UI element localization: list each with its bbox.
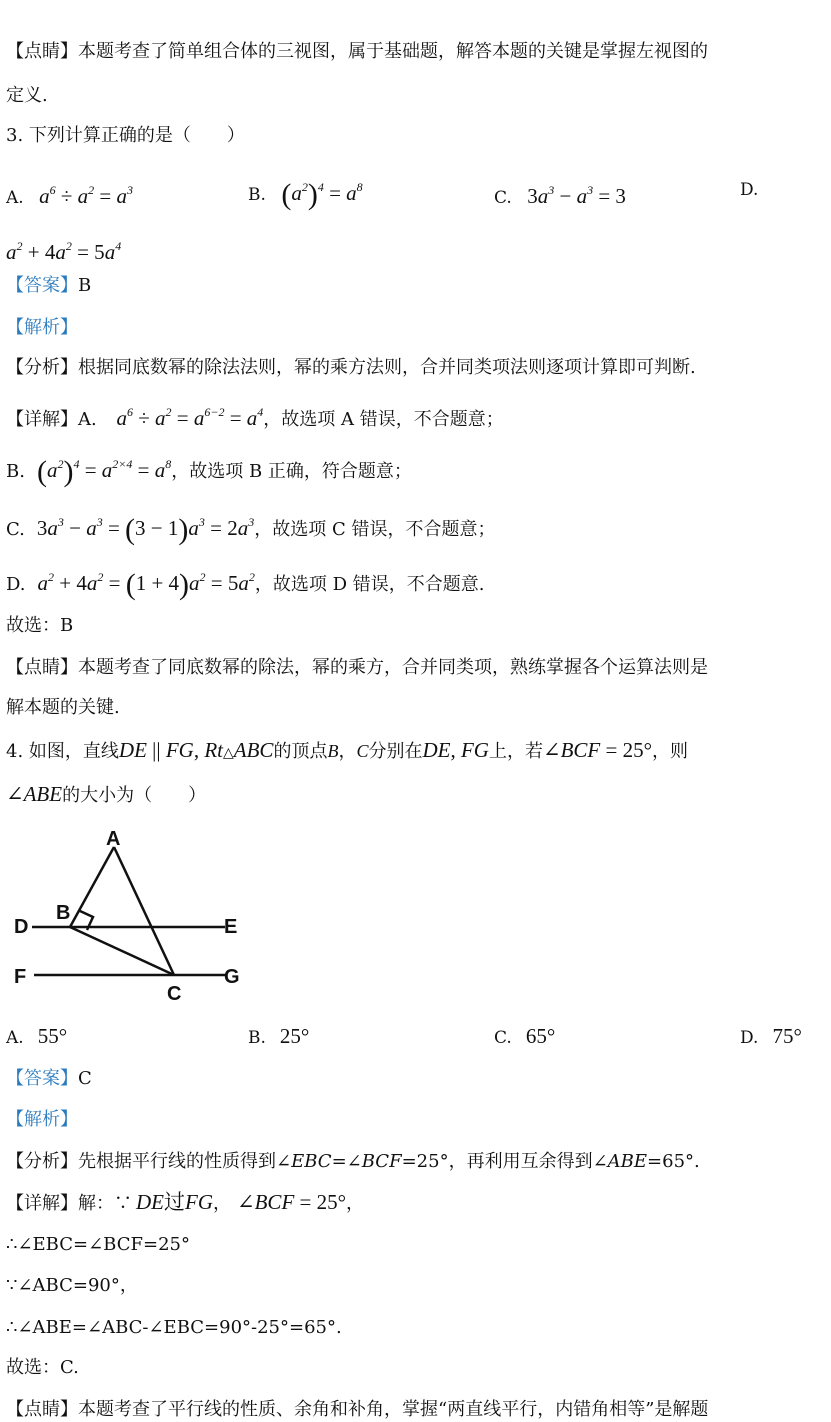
answer-value: B [78, 275, 92, 296]
fenxi-tag: 【分析】 [6, 357, 78, 378]
q3-answer [6, 274, 91, 298]
q4-option-d: D. 75° [740, 1024, 802, 1048]
label-a: A [106, 828, 121, 850]
q3-xiangjie-d: D. $a^2 + 4a^2 = (1 + 4)a^2 = 5a^2$，故选项 D 错误，不合题意. [6, 568, 485, 601]
q4-option-b: B. 25° [248, 1024, 310, 1048]
q3-fenxi [6, 356, 696, 380]
q4-jiexi-tag: 【解析】 [6, 1109, 78, 1130]
side-ab [70, 847, 114, 927]
label-b: B [56, 902, 71, 924]
q4-title-line1: 4. 如图，直线DE || FG, Rt△ABC的顶点B，C分别在DE, FG上，若∠BCF = 25°，则 [6, 738, 688, 762]
q3-guxuan: 故选：B [6, 615, 74, 636]
q4-option-c: C. 65° [494, 1024, 556, 1048]
dianjing-line [6, 40, 708, 64]
fenxi-text: 根据同底数幂的除法法则，幂的乘方法则，合并同类项法则逐项计算即可判断. [78, 357, 696, 378]
answer-tag: 【答案】 [6, 275, 78, 296]
q3-jiexi-tag: 【解析】 [6, 317, 78, 338]
q3-dianjing-2: 解本题的关键. [6, 697, 120, 718]
q3-option-a: A. $a^6 \div a^2 = a^3$ [6, 183, 133, 208]
q3-xiangjie-a: 【详解】A. $a^6 \div a^2 = a^{6-2} = a^4$，故选项 A 错误，不合题意； [6, 405, 504, 430]
dianjing-text: 本题考查了简单组合体的三视图，属于基础题，解答本题的关键是掌握左视图的 [78, 41, 708, 62]
option-label: C. [494, 188, 512, 208]
q4-xiangjie: 【详解】解：∵ DE过FG， ∠BCF = 25°， [6, 1190, 365, 1214]
dianjing-line-2: 定义. [6, 85, 48, 106]
q4-dianjing: 【点睛】本题考查了平行线的性质、余角和补角，掌握“两直线平行，内错角相等”是解题 [6, 1399, 709, 1420]
label-e: E [224, 916, 238, 938]
q4-answer: 【答案】C [6, 1068, 92, 1089]
q3-xiangjie-b: B. $(a^2)^4 = a^{2\times 4} = a^8$，故选项 B 正确，符合题意； [6, 455, 412, 488]
q4-option-a: A. 55° [6, 1024, 68, 1048]
label-g: G [224, 966, 240, 988]
side-ac [114, 847, 174, 975]
q4-step3: ∴∠ABE=∠ABC-∠EBC=90°-25°=65°. [6, 1317, 342, 1338]
geometry-figure [10, 825, 250, 1010]
q3-option-b: B. $(a^2)^4 = a^8$ [248, 178, 363, 211]
label-d: D [14, 916, 29, 938]
q4-title-line2: ∠ABE的大小为（ ） [6, 782, 207, 806]
label-f: F [14, 966, 27, 988]
option-label: B. [248, 185, 266, 205]
dianjing-tag: 【点睛】 [6, 41, 78, 62]
xiangjie-tag: 【详解】 [6, 409, 78, 430]
label-c: C [167, 983, 182, 1005]
q3-option-c: C. $3a^3 - a^3 = 3$ [494, 183, 626, 208]
q3-dianjing: 【点睛】本题考查了同底数幂的除法，幂的乘方，合并同类项，熟练掌握各个运算法则是 [6, 657, 708, 678]
side-bc [70, 927, 174, 975]
q4-fenxi: 【分析】先根据平行线的性质得到∠EBC=∠BCF=25°，再利用互余得到∠ABE=65°. [6, 1151, 700, 1172]
q3-title: 3. 下列计算正确的是（ ） [6, 125, 245, 146]
q4-step1: ∴∠EBC=∠BCF=25° [6, 1234, 190, 1255]
q4-step2: ∵∠ABC=90°， [6, 1275, 138, 1296]
q4-guxuan: 故选：C. [6, 1357, 79, 1378]
q3-option-d-label: D. [740, 180, 759, 200]
option-label: A. [6, 188, 24, 208]
q3-option-d: $a^2 + 4a^2 = 5a^4$ [6, 239, 122, 264]
q3-xiangjie-c: C. $3a^3 - a^3 = (3 - 1)a^3 = 2a^3$，故选项 C 错误，不合题意； [6, 513, 496, 546]
